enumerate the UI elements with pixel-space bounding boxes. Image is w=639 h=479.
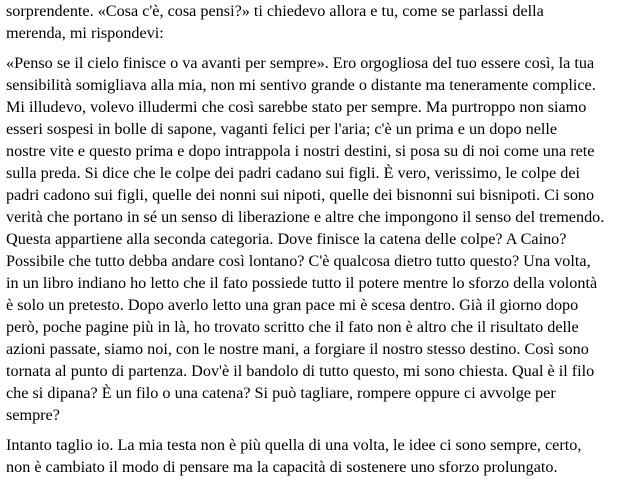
document-page <box>6 0 636 478</box>
text-line: Questa appartiene alla seconda categoria. Dove finisce la catena delle colpe? A Caino? <box>6 230 567 248</box>
text-line: in un libro indiano ho letto che il fato possiede tutto il potere mentre lo sforzo della volontà <box>6 274 598 292</box>
text-line: padri cadono sui figli, quelle dei nonni sui nipoti, quelle dei bisnonni sui bisnipoti. Ci sono <box>6 186 595 204</box>
text-line: non è cambiato il modo di pensare ma la capacità di sostenere uno sforzo prolungato. <box>6 458 558 476</box>
text-line: sorprendente. «Cosa c'è, cosa pensi?» ti chiedevo allora e tu, come se parlassi della <box>6 2 544 20</box>
paragraph-2 <box>6 52 636 426</box>
text-line: tornata al punto di partenza. Dov'è il bandolo di tutto questo, mi sono chiesta. Qual è il filo <box>6 362 595 380</box>
text-line: sensibilità somigliava alla mia, non mi sentivo grande o distante ma teneramente complice. <box>6 76 596 94</box>
text-line: Possibile che tutto debba andare così lontano? C'è qualcosa dietro tutto questo? Una volta, <box>6 252 591 270</box>
text-line: «Penso se il cielo finisce o va avanti per sempre». Ero orgogliosa del tuo essere così, la tua <box>6 54 595 72</box>
text-line: nostre vite e questo prima e dopo intrappola i nostri destini, si posa su di noi come una rete <box>6 142 595 160</box>
paragraph-1 <box>6 0 636 44</box>
text-line: sempre? <box>6 406 60 424</box>
text-line: verità che portano in sé un senso di liberazione e altre che impongono il senso del tremendo. <box>6 208 605 226</box>
text-line: Mi illudevo, volevo illudermi che così sarebbe stato per sempre. Ma purtroppo non siamo <box>6 98 587 116</box>
paragraph-3 <box>6 434 636 478</box>
text-line: esseri sospesi in bolle di sapone, vaganti felici per l'aria; c'è un prima e un dopo nelle <box>6 120 558 138</box>
text-line: che si dipana? È un filo o una catena? Si può tagliare, rompere oppure ci avvolge per <box>6 384 556 402</box>
text-line: Intanto taglio io. La mia testa non è più quella di una volta, le idee ci sono sempre, certo, <box>6 436 582 454</box>
text-line: è solo un pretesto. Dopo averlo letto una gran pace mi è scesa dentro. Già il giorno dopo <box>6 296 579 314</box>
text-line: sulla preda. Si dice che le colpe dei padri cadano sui figli. È vero, verissimo, le colpe dei <box>6 164 581 182</box>
text-line: però, poche pagine più in là, ho trovato scritto che il fato non è altro che il risultato delle <box>6 318 579 336</box>
text-line: merenda, mi rispondevi: <box>6 24 164 42</box>
text-line: azioni passate, siamo noi, con le nostre mani, a forgiare il nostro stesso destino. Così sono <box>6 340 589 358</box>
